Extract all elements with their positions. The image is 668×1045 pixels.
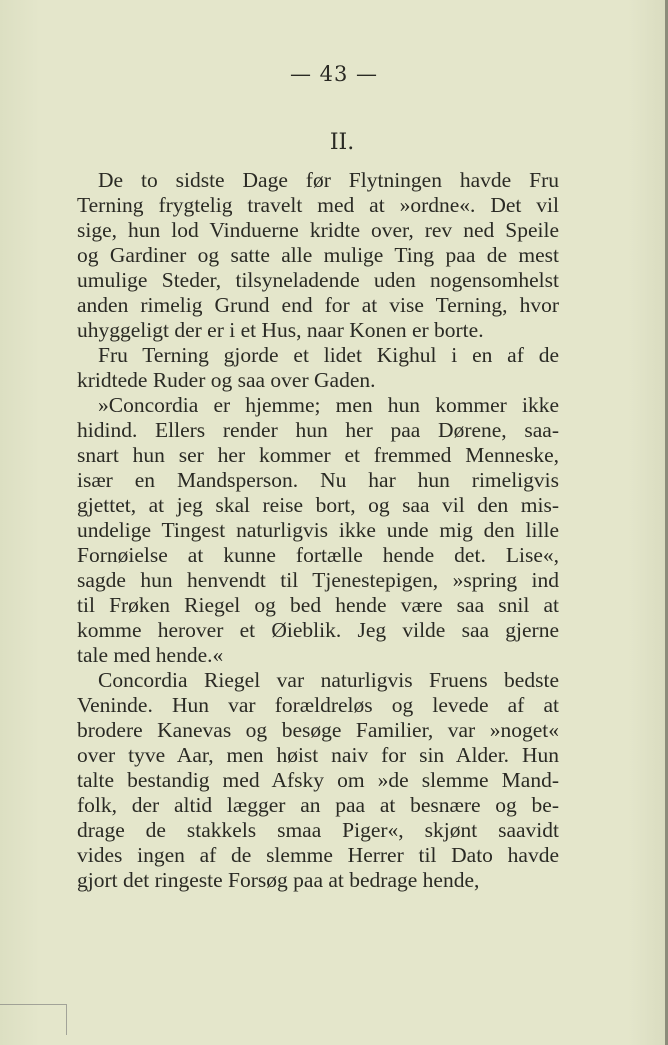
text-line: sagde hun henvendt til Tjenestepigen, »spring ind xyxy=(77,568,559,592)
text-line: Terning frygtelig travelt med at »ordne«. Det vil xyxy=(77,193,559,217)
text-line: især en Mandsperson. Nu har hun rimeligvis xyxy=(77,468,559,492)
text-line: vides ingen af de slemme Herrer til Dato havde xyxy=(77,843,559,867)
text-line: folk, der altid lægger an paa at besnære og be- xyxy=(77,793,559,817)
body-text xyxy=(77,168,559,893)
text-line: til Frøken Riegel og bed hende være saa snil at xyxy=(77,593,559,617)
text-line: gjort det ringeste Forsøg paa at bedrage hende, xyxy=(77,868,480,892)
text-line: snart hun ser her kommer et fremmed Menneske, xyxy=(77,443,559,467)
text-line: over tyve Aar, men høist naiv for sin Alder. Hun xyxy=(77,743,559,767)
text-line: »Concordia er hjemme; men hun kommer ikke xyxy=(98,393,559,417)
text-line: Concordia Riegel var naturligvis Fruens bedste xyxy=(98,668,559,692)
text-line: komme herover et Øieblik. Jeg vilde saa gjerne xyxy=(77,618,559,642)
text-line: gjettet, at jeg skal reise bort, og saa vil den mis- xyxy=(77,493,559,517)
paragraph xyxy=(77,343,559,393)
chapter-heading: II. xyxy=(329,130,355,155)
text-line: og Gardiner og satte alle mulige Ting paa de mest xyxy=(77,243,559,267)
text-line: Veninde. Hun var forældreløs og levede af at xyxy=(77,693,559,717)
text-line: umulige Steder, tilsyneladende uden nogensomhelst xyxy=(77,268,559,292)
text-line: Fornøielse at kunne fortælle hende det. Lise«, xyxy=(77,543,559,567)
paragraph xyxy=(77,168,559,343)
paragraph xyxy=(77,668,559,893)
text-line: tale med hende.« xyxy=(77,643,224,667)
paragraph xyxy=(77,393,559,668)
text-line: hidind. Ellers render hun her paa Dørene, saa- xyxy=(77,418,559,442)
text-line: uhyggeligt der er i et Hus, naar Konen er borte. xyxy=(77,318,484,342)
text-line: Fru Terning gjorde et lidet Kighul i en af de xyxy=(98,343,559,367)
text-line: talte bestandig med Afsky om »de slemme Mand- xyxy=(77,768,559,792)
text-line: kridtede Ruder og saa over Gaden. xyxy=(77,368,376,392)
text-line: undelige Tingest naturligvis ikke unde mig den lille xyxy=(77,518,559,542)
text-line: anden rimelig Grund end for at vise Terning, hvor xyxy=(77,293,559,317)
page-number: — 43 — xyxy=(289,62,379,86)
text-line: brodere Kanevas og besøge Familier, var »noget« xyxy=(77,718,559,742)
text-line: drage de stakkels smaa Piger«, skjønt saavidt xyxy=(77,818,559,842)
scan-mark xyxy=(0,1004,67,1035)
text-line: sige, hun lod Vinduerne kridte over, rev ned Speile xyxy=(77,218,559,242)
text-line: De to sidste Dage før Flytningen havde Fru xyxy=(98,168,559,192)
